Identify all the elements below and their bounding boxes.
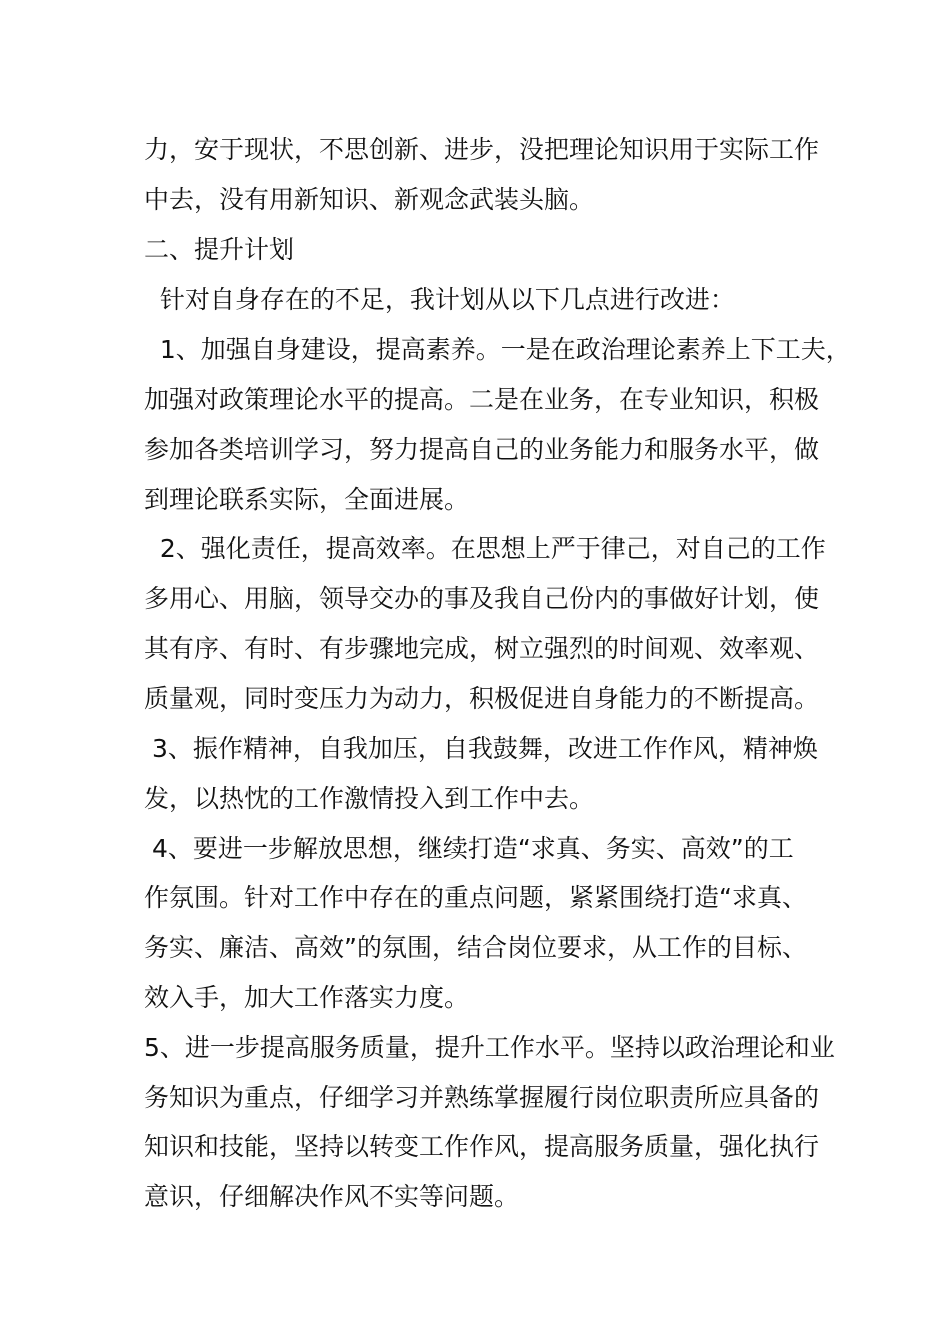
text-line: 意识，仔细解决作风不实等问题。 [144,1182,520,1211]
text-line: 发，以热忱的工作激情投入到工作中去。 [144,784,595,813]
text-line: 加强对政策理论水平的提高。二是在业务，在专业知识，积极 [144,385,820,414]
text-line: 多用心、用脑，领导交办的事及我自己份内的事做好计划，使 [144,584,820,613]
text-line: 务实、廉洁、高效”的氛围，结合岗位要求，从工作的目标、 [144,933,807,962]
text-line: 针对自身存在的不足，我计划从以下几点进行改进： [144,285,735,314]
text-line: 参加各类培训学习，努力提高自己的业务能力和服务水平，做 [144,435,820,464]
text-line: 1、加强自身建设，提高素养。一是在政治理论素养上下工夫， [144,335,851,364]
text-line: 效入手，加大工作落实力度。 [144,983,470,1012]
text-line: 作氛围。针对工作中存在的重点问题，紧紧围绕打造“求真、 [144,883,807,912]
text-line: 务知识为重点，仔细学习并熟练掌握履行岗位职责所应具备的 [144,1083,820,1112]
text-line: 到理论联系实际，全面进展。 [144,485,470,514]
text-line: 3、振作精神，自我加压，自我鼓舞，改进工作作风，精神焕 [144,734,818,763]
text-line: 力，安于现状，不思创新、进步，没把理论知识用于实际工作 [144,135,820,164]
section-heading: 二、提升计划 [144,235,295,264]
text-line: 其有序、有时、有步骤地完成，树立强烈的时间观、效率观、 [144,634,820,663]
text-line: 2、强化责任，提高效率。在思想上严于律己，对自己的工作 [144,534,826,563]
text-line: 中去，没有用新知识、新观念武装头脑。 [144,185,595,214]
text-line: 知识和技能，坚持以转变工作作风，提高服务质量，强化执行 [144,1132,820,1161]
text-line: 质量观，同时变压力为动力，积极促进自身能力的不断提高。 [144,684,820,713]
text-line: 5、进一步提高服务质量，提升工作水平。坚持以政治理论和业 [144,1033,835,1062]
text-line: 4、要进一步解放思想，继续打造“求真、务实、高效”的工 [144,834,794,863]
